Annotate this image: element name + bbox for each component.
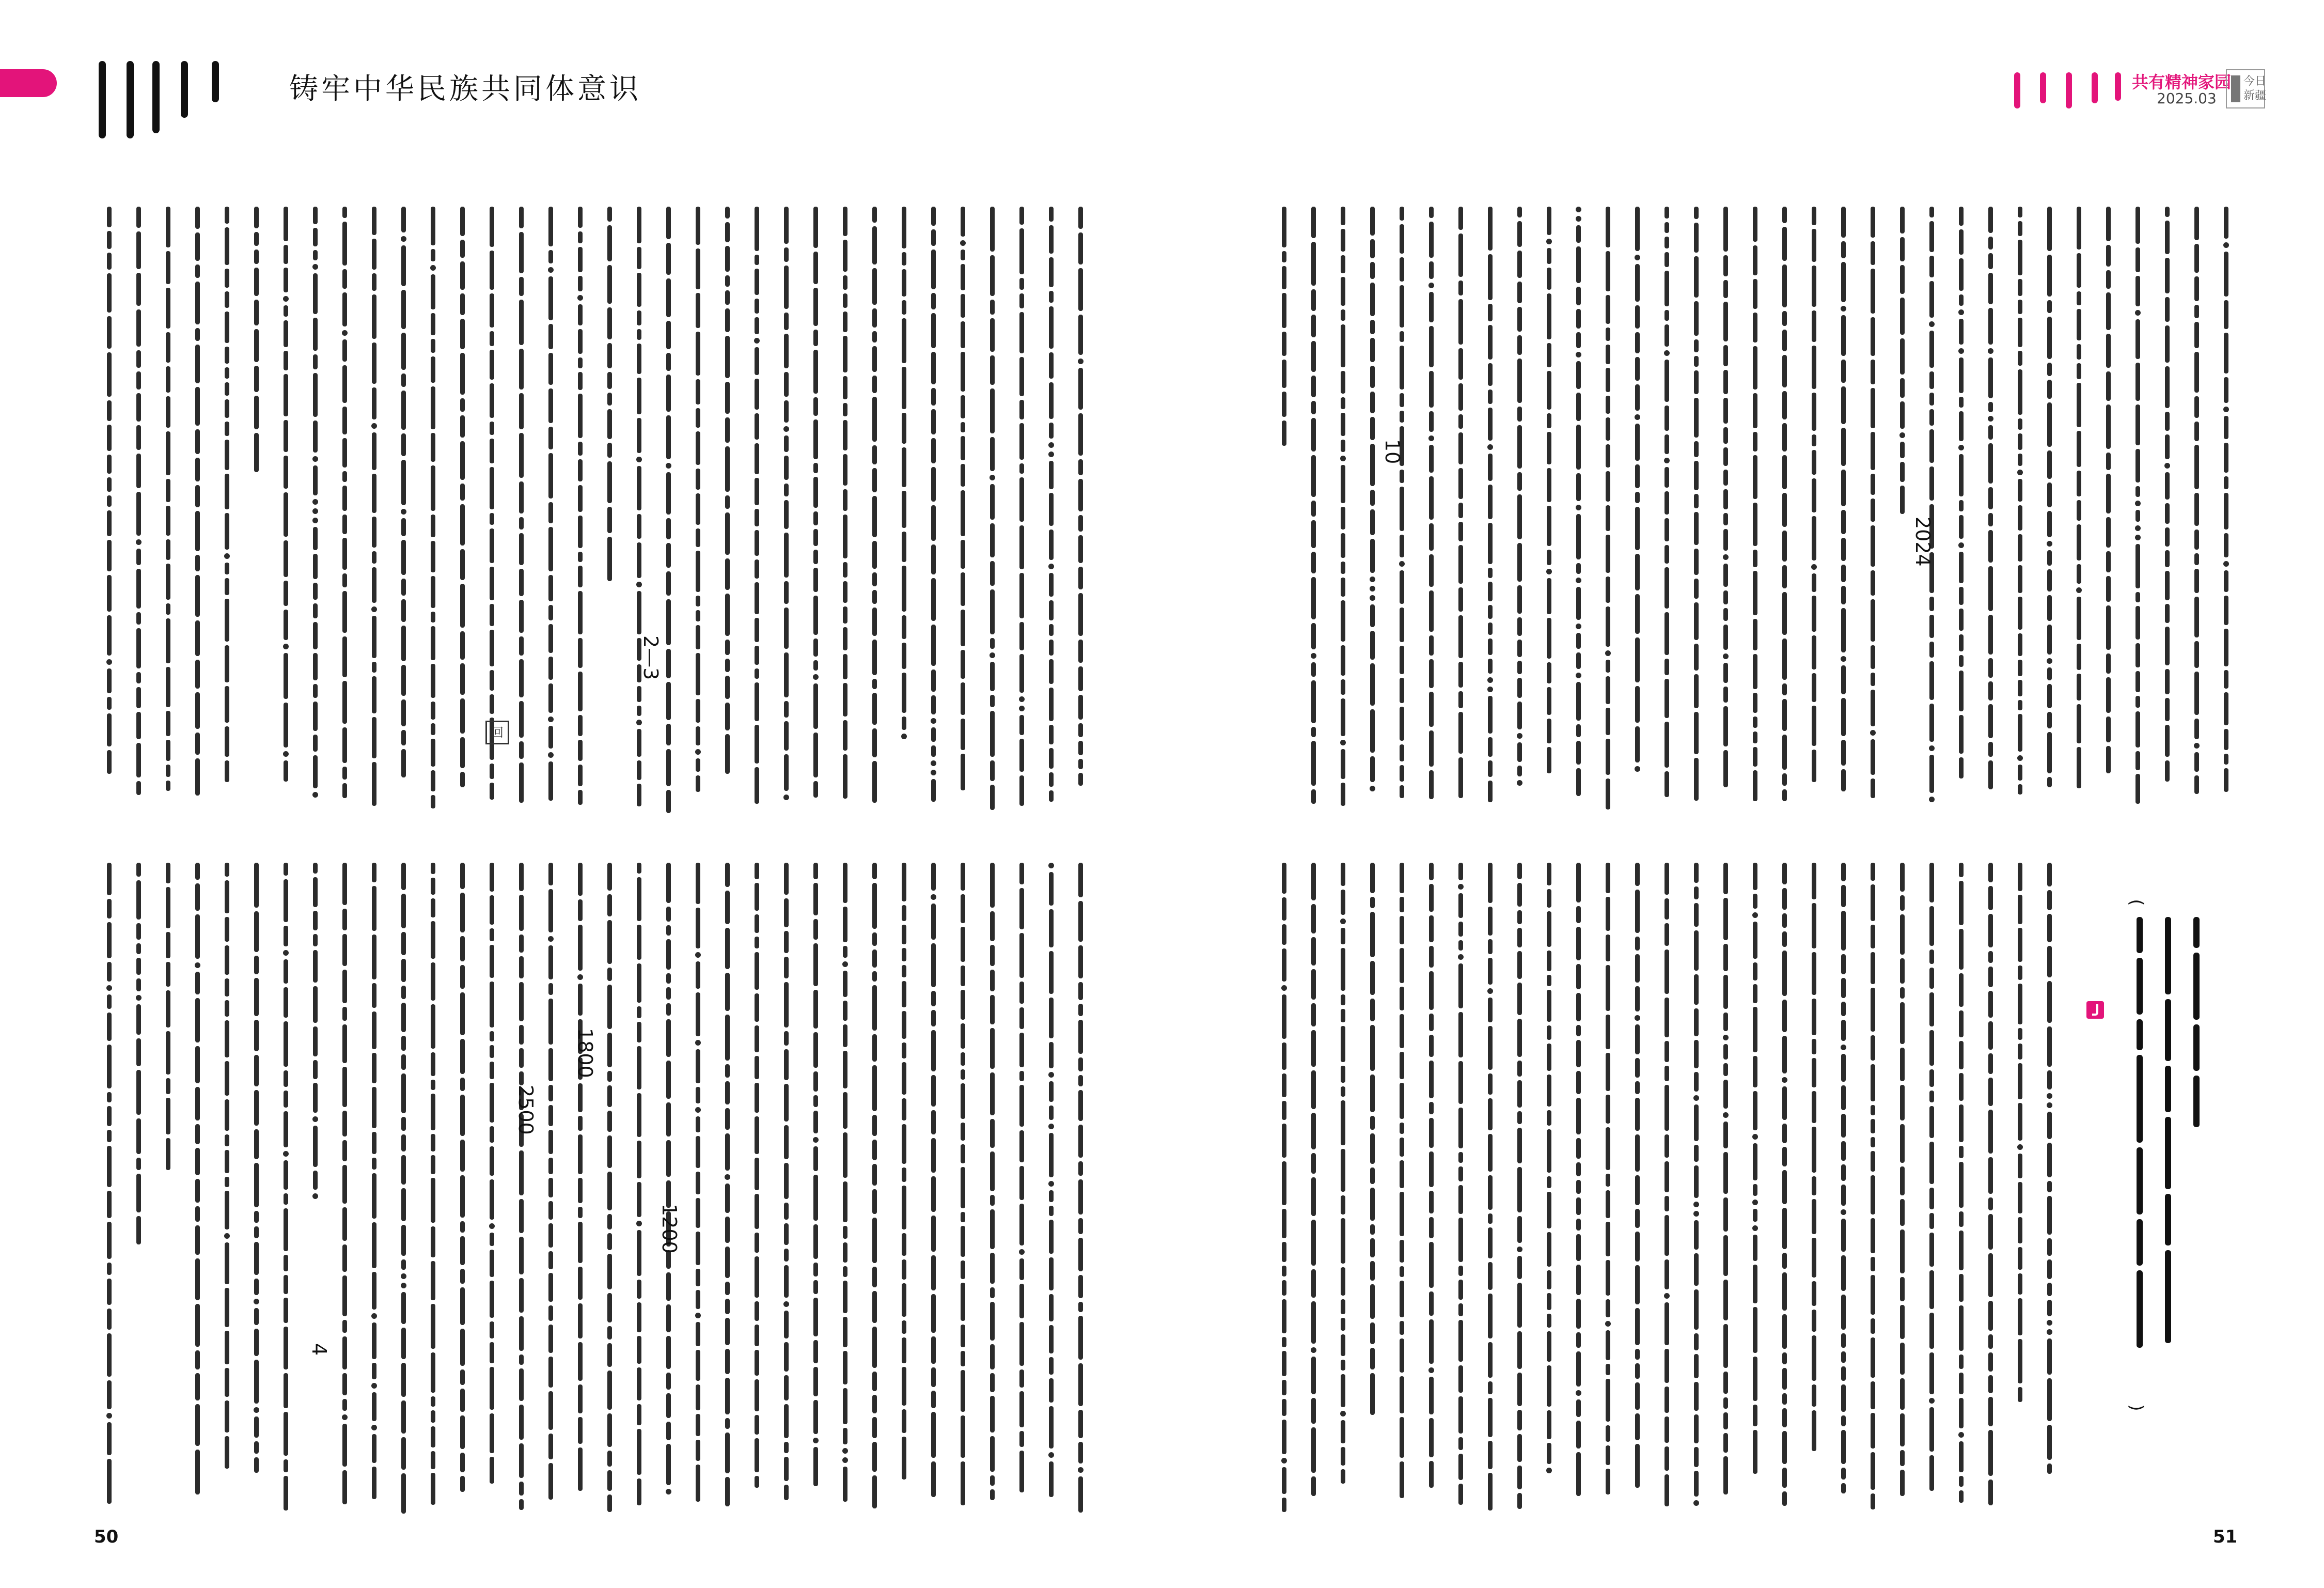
text-column	[989, 207, 996, 814]
inline-number: 2500	[514, 1085, 537, 1135]
text-column	[1958, 207, 1965, 782]
text-column	[636, 207, 642, 810]
text-column	[1575, 863, 1582, 1500]
text-column	[1428, 207, 1435, 803]
text-column	[1516, 863, 1523, 1513]
text-column	[194, 863, 201, 1498]
boxed-character: 回	[485, 721, 509, 744]
text-column	[430, 207, 436, 812]
text-column	[1340, 207, 1346, 809]
text-column	[1457, 207, 1464, 802]
text-column	[724, 863, 731, 1510]
text-column	[1870, 863, 1876, 1513]
inline-number: 2024	[1911, 517, 1934, 567]
text-column	[1077, 207, 1084, 789]
text-column	[1693, 863, 1700, 1509]
text-column	[489, 863, 495, 1487]
text-column	[1781, 863, 1788, 1509]
text-column	[1487, 207, 1494, 806]
text-column	[1369, 863, 1376, 1419]
text-column	[282, 207, 289, 785]
text-column	[2076, 207, 2082, 792]
text-column	[1077, 863, 1084, 1516]
text-column	[1487, 863, 1494, 1514]
text-column	[1899, 207, 1906, 518]
text-column	[1369, 207, 1376, 795]
text-column	[371, 207, 378, 809]
text-column	[224, 863, 230, 1472]
text-column	[2193, 207, 2200, 798]
text-column	[547, 863, 554, 1503]
page-title: 铸牢中华民族共同体意识	[289, 72, 641, 106]
text-column	[930, 207, 937, 805]
text-column	[1048, 863, 1055, 1501]
article-text-left-bottom	[106, 863, 1095, 1514]
text-column	[812, 863, 819, 1490]
text-column	[1457, 863, 1464, 1508]
text-column	[1546, 863, 1552, 1477]
text-column	[1634, 863, 1641, 1491]
article-text-right-top	[1281, 207, 2231, 814]
text-column	[1399, 207, 1405, 802]
text-column	[459, 863, 466, 1496]
text-column	[842, 207, 849, 802]
text-column	[577, 207, 584, 808]
text-column	[430, 863, 436, 1508]
text-column	[1605, 207, 1611, 813]
text-column	[1399, 863, 1405, 1502]
text-column	[312, 863, 319, 1203]
page-number-right: 51	[2213, 1527, 2238, 1547]
inline-number: 1200	[658, 1204, 681, 1254]
article-byline: ( )	[2128, 917, 2210, 1413]
inline-number: 1800	[574, 1028, 596, 1078]
text-column	[1663, 207, 1670, 801]
column-name: 共有精神家园	[2132, 72, 2232, 92]
text-column	[1928, 863, 1935, 1494]
text-column	[400, 207, 407, 781]
text-column	[1575, 207, 1582, 800]
text-column	[842, 863, 849, 1505]
text-column	[1840, 207, 1847, 795]
text-column	[1987, 863, 1994, 1509]
text-column	[1281, 863, 1287, 1516]
text-column	[1546, 207, 1552, 777]
text-column	[547, 207, 554, 804]
text-column	[989, 863, 996, 1504]
text-column	[135, 207, 142, 799]
text-column	[2164, 207, 2171, 785]
text-column	[1018, 207, 1025, 809]
text-column	[1958, 863, 1965, 1506]
text-column	[312, 207, 319, 801]
magazine-logo	[2226, 69, 2265, 108]
text-column	[2046, 207, 2053, 791]
text-column	[577, 863, 584, 1494]
page-number-left: 50	[94, 1527, 119, 1547]
text-column	[1781, 207, 1788, 805]
text-column	[1811, 863, 1817, 1455]
text-column	[1310, 863, 1317, 1500]
text-column	[1310, 207, 1317, 807]
text-column	[901, 207, 907, 743]
text-column	[371, 863, 378, 1503]
text-column	[1605, 863, 1611, 1498]
text-column	[400, 863, 407, 1517]
text-column	[695, 207, 701, 796]
text-column	[1752, 207, 1758, 805]
text-column	[783, 207, 790, 804]
text-column	[1840, 863, 1847, 1497]
text-column	[106, 863, 113, 1507]
text-column	[489, 207, 495, 803]
text-column	[518, 207, 525, 806]
text-column	[1987, 207, 1994, 793]
text-column	[2017, 863, 2023, 1406]
text-column	[960, 207, 966, 794]
text-column	[106, 207, 113, 777]
text-column	[2017, 207, 2023, 798]
text-column	[1428, 863, 1435, 1491]
inline-number: 10	[1381, 439, 1404, 464]
text-column	[194, 207, 201, 799]
text-column	[1340, 863, 1346, 1487]
text-column	[636, 863, 642, 1509]
inline-number: 4	[308, 1343, 331, 1356]
text-column	[341, 863, 348, 1508]
text-column	[1722, 207, 1729, 791]
article-text-left-top	[106, 207, 1095, 814]
text-column	[753, 207, 760, 807]
text-column	[871, 863, 878, 1512]
text-column	[871, 207, 878, 806]
text-column	[753, 863, 760, 1491]
text-column	[1870, 207, 1876, 802]
text-column	[1663, 863, 1670, 1510]
magazine-logo-text: 今日 新疆	[2243, 75, 2267, 102]
text-column	[960, 863, 966, 1509]
text-column	[518, 863, 525, 1514]
text-column	[341, 207, 348, 802]
inline-number: 2—3	[639, 635, 662, 680]
text-column	[165, 863, 171, 1174]
text-column	[224, 207, 230, 786]
text-column	[1018, 863, 1025, 1496]
text-column	[812, 207, 819, 801]
text-column	[1634, 207, 1641, 775]
text-column	[901, 863, 907, 1483]
article-text-right-bottom	[1281, 863, 2074, 1514]
text-column	[282, 863, 289, 1514]
text-column	[2046, 863, 2053, 1477]
text-column	[724, 207, 731, 777]
text-column	[253, 863, 260, 1476]
text-column	[1928, 207, 1935, 806]
byline-marker-icon	[2086, 1001, 2104, 1019]
text-column	[1899, 863, 1906, 1500]
section-tab	[0, 69, 57, 97]
text-column	[459, 207, 466, 791]
text-column	[1752, 863, 1758, 1477]
text-column	[1722, 863, 1729, 1498]
text-column	[2223, 207, 2229, 796]
text-column	[695, 863, 701, 1505]
issue-number: 2025.03	[2157, 90, 2217, 107]
text-column	[1281, 207, 1287, 449]
text-column	[135, 863, 142, 1248]
text-column	[165, 207, 171, 795]
magazine-masthead	[2004, 66, 2272, 110]
text-column	[1048, 207, 1055, 805]
text-column	[665, 207, 672, 817]
text-column	[930, 863, 937, 1501]
text-column	[1693, 207, 1700, 804]
text-column	[2134, 207, 2141, 807]
text-column	[1811, 207, 1817, 786]
text-column	[253, 207, 260, 476]
text-column	[665, 863, 672, 1498]
mongolian-section-title	[96, 61, 250, 141]
text-column	[783, 863, 790, 1504]
text-column	[2105, 207, 2112, 777]
text-column	[606, 207, 613, 585]
text-column	[606, 863, 613, 1516]
text-column	[1516, 207, 1523, 789]
